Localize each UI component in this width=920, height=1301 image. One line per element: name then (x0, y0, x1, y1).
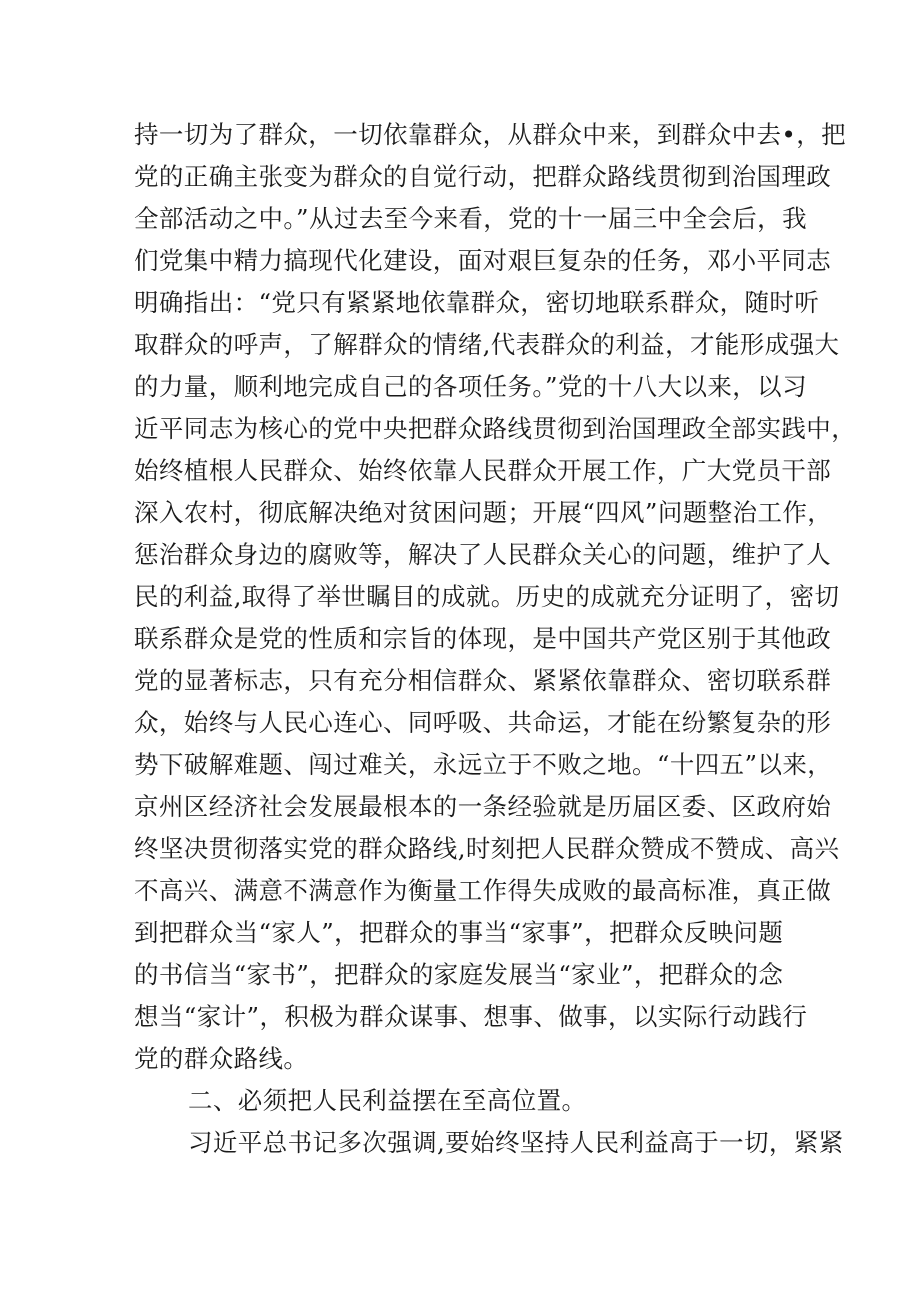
text-line: 惩治群众身边的腐败等，解决了人民群众关心的问题，维护了人 (134, 540, 832, 569)
text-line: 深入农村，彻底解决绝对贫困问题；开展“四风”问题整治工作， (134, 498, 833, 527)
text-line: 近平同志为核心的党中央把群众路线贯彻到治国理政全部实践中， (134, 414, 857, 443)
text-line: 的书信当“家书”，把群众的家庭发展当“家业”，把群众的念 (134, 960, 784, 989)
text-line: 京州区经济社会发展最根本的一条经验就是历届区委、区政府始 (134, 792, 832, 821)
text-line: 持一切为了群众，一切依靠群众，从群众中来，到群众中去•，把 (134, 120, 847, 149)
text-line: 党的群众路线。 (134, 1044, 309, 1073)
text-line: 取群众的呼声，了解群众的情绪,代表群众的利益，才能形成强大 (134, 330, 840, 359)
text-line: 众，始终与人民心连心、同呼吸、共命运，才能在纷繁复杂的形 (134, 708, 832, 737)
text-line: 始终植根人民群众、始终依靠人民群众开展工作，广大党员干部 (134, 456, 832, 485)
text-line: 全部活动之中。”从过去至今来看，党的十一届三中全会后，我 (134, 204, 807, 233)
document-body (134, 114, 857, 1164)
text-line: 明确指出：“党只有紧紧地依靠群众，密切地联系群众，随时听 (134, 288, 820, 317)
text-line: 终坚决贯彻落实党的群众路线,时刻把人民群众赞成不赞成、高兴 (134, 834, 840, 863)
text-line: 习近平总书记多次强调,要始终坚持人民利益高于一切，紧紧 (188, 1128, 844, 1157)
section-heading: 二、必须把人民利益摆在至高位置。 (188, 1086, 587, 1115)
text-line: 民的利益,取得了举世瞩目的成就。历史的成就充分证明了，密切 (134, 582, 840, 611)
text-line: 不高兴、满意不满意作为衡量工作得失成败的最高标准，真正做 (134, 876, 832, 905)
text-line: 们党集中精力搞现代化建设，面对艰巨复杂的任务，邓小平同志 (134, 246, 832, 275)
text-line: 到把群众当“家人”，把群众的事当“家事”，把群众反映问题 (134, 918, 784, 947)
text-line: 党的正确主张变为群众的自觉行动，把群众路线贯彻到治国理政 (134, 162, 832, 191)
text-line: 的力量，顺利地完成自己的各项任务。”党的十八大以来，以习 (134, 372, 807, 401)
text-line: 势下破解难题、闯过难关，永远立于不败之地。“十四五”以来， (134, 750, 833, 779)
text-line: 联系群众是党的性质和宗旨的体现，是中国共产党区别于其他政 (134, 624, 832, 653)
text-line: 党的显著标志，只有充分相信群众、紧紧依靠群众、密切联系群 (134, 666, 832, 695)
text-line: 想当“家计”，积极为群众谋事、想事、做事，以实际行动践行 (134, 1002, 808, 1031)
